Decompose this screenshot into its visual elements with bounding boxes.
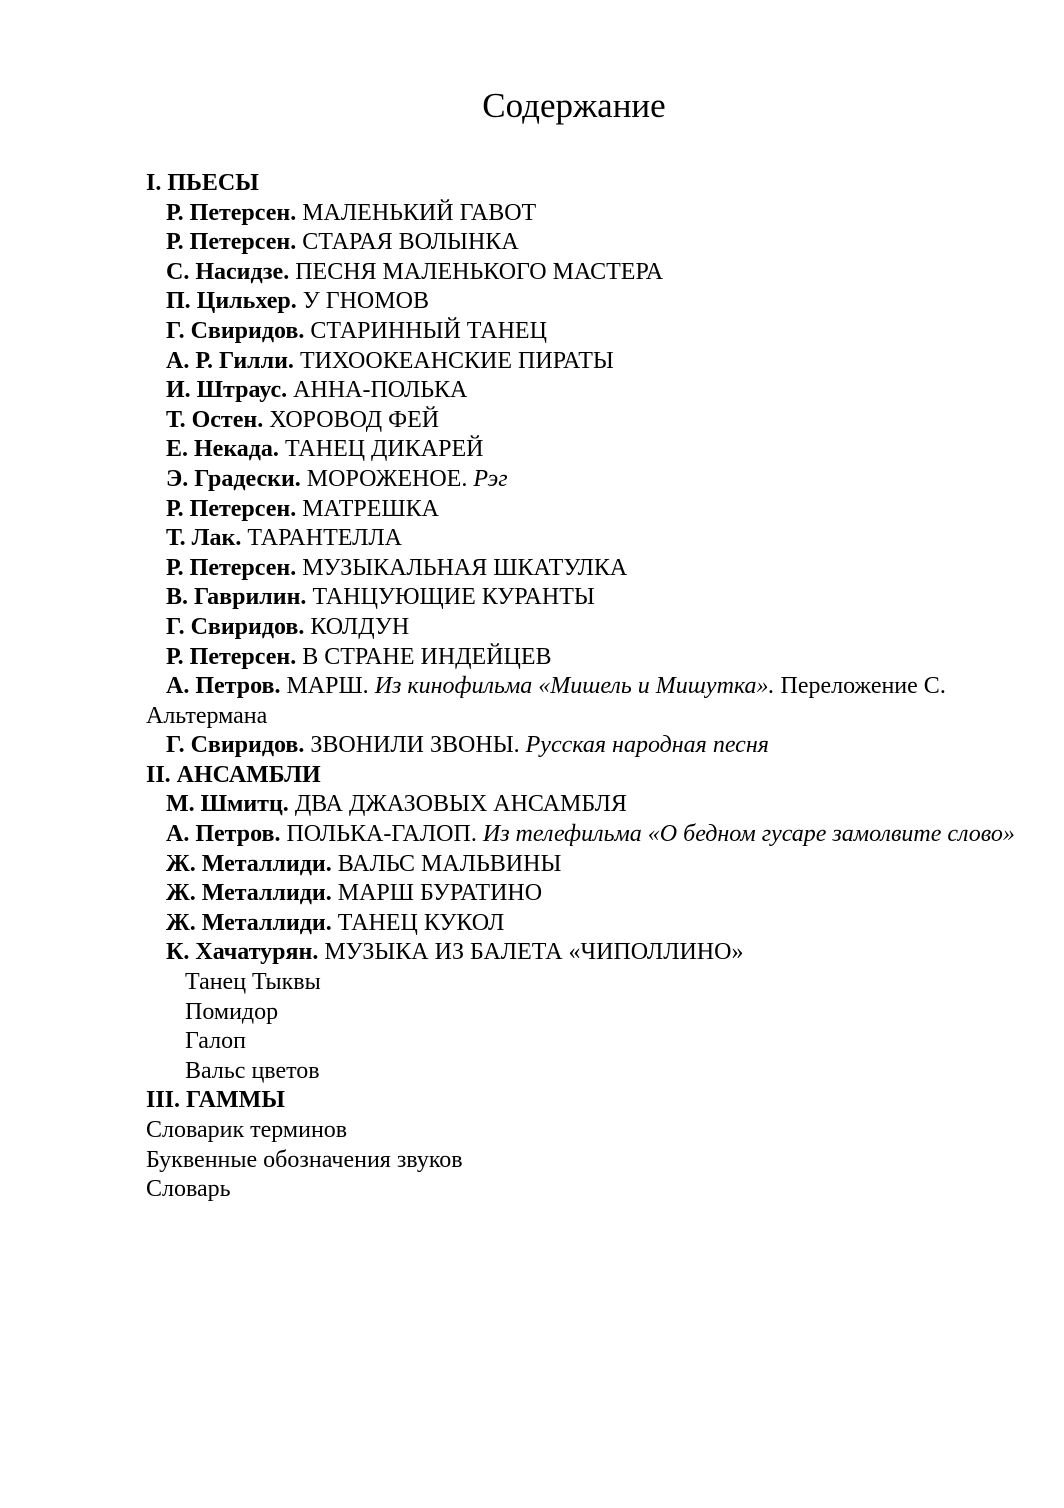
composer-name: Р. Петерсен.: [166, 229, 297, 256]
work-title: МУЗЫКА ИЗ БАЛЕТА «ЧИПОЛЛИНО»: [324, 939, 744, 966]
composer-name: Ж. Металлиди.: [166, 909, 332, 936]
work-title: ЗВОНИЛИ ЗВОНЫ.: [310, 732, 520, 759]
toc-entry: [146, 879, 1026, 909]
work-title: ПЕСНЯ МАЛЕНЬКОГО МАСТЕРА: [295, 258, 664, 285]
composer-name: С. Насидзе.: [166, 258, 290, 285]
appendix-item: Буквенные обозначения звуков: [146, 1146, 463, 1173]
toc-entry: [146, 850, 1026, 880]
composer-name: Т. Лак.: [166, 525, 242, 552]
composer-name: Г. Свиридов.: [166, 732, 305, 759]
toc-entry: [146, 790, 1026, 820]
work-title: ХОРОВОД ФЕЙ: [269, 406, 440, 433]
section-heading-pieces: I. ПЬЕСЫ: [146, 170, 259, 196]
work-title: СТАРИННЫЙ ТАНЕЦ: [310, 317, 547, 344]
toc-entry: [146, 258, 1026, 288]
composer-name: И. Штраус.: [166, 377, 288, 404]
toc-entry: [146, 820, 1026, 850]
work-title: МАТРЕШКА: [302, 495, 439, 522]
work-title: ТАРАНТЕЛЛА: [247, 525, 402, 552]
composer-name: Р. Петерсен.: [166, 554, 297, 581]
work-title: ДВА ДЖАЗОВЫХ АНСАМБЛЯ: [294, 791, 627, 818]
appendix-item: Словарик терминов: [146, 1117, 348, 1143]
work-note: Из кинофильма «Мишель и Мишутка».: [374, 673, 775, 700]
work-title: ПОЛЬКА-ГАЛОП.: [286, 821, 477, 848]
work-title: КОЛДУН: [310, 613, 410, 640]
composer-name: А. Петров.: [166, 821, 281, 848]
composer-name: Е. Некада.: [166, 436, 279, 463]
page-title: Содержание: [482, 86, 666, 125]
work-note: Рэг: [473, 465, 508, 492]
work-title: ТАНЕЦ КУКОЛ: [337, 909, 505, 936]
composer-name: Э. Градески.: [166, 465, 301, 492]
toc-entry: [146, 672, 1026, 731]
work-title: МУЗЫКАЛЬНАЯ ШКАТУЛКА: [302, 554, 628, 581]
section-heading-ensembles: II. АНСАМБЛИ: [146, 761, 321, 788]
composer-name: К. Хачатурян.: [166, 939, 319, 966]
toc-subitem: Галоп: [185, 1028, 246, 1055]
toc-entry: [146, 731, 1026, 761]
composer-name: Г. Свиридов.: [166, 613, 305, 640]
work-note: Русская народная песня: [525, 732, 769, 759]
work-title: СТАРАЯ ВОЛЫНКА: [302, 229, 519, 256]
toc-entry: [146, 643, 1026, 673]
work-note: Из телефильма «О бедном гусаре замолвите слово»: [482, 821, 1015, 848]
toc-entry: [146, 524, 1026, 554]
toc-entry: [146, 613, 1026, 643]
toc-entry: [146, 495, 1026, 525]
work-title: ТАНЦУЮЩИЕ КУРАНТЫ: [312, 584, 595, 611]
toc-entry: [146, 938, 1026, 968]
toc-subitem: Вальс цветов: [185, 1057, 320, 1084]
composer-name: Р. Петерсен.: [166, 199, 297, 226]
work-extra: Переложение С. Альтермана: [146, 673, 946, 729]
toc-entry: [146, 317, 1026, 347]
toc-entry: [146, 376, 1026, 406]
toc-entry: [146, 435, 1026, 465]
toc-entry: [146, 199, 1026, 229]
toc-entry: [146, 909, 1026, 939]
composer-name: А. Петров.: [166, 673, 281, 700]
work-title: ТАНЕЦ ДИКАРЕЙ: [284, 436, 484, 463]
work-title: АННА-ПОЛЬКА: [293, 377, 468, 404]
composer-name: Т. Остен.: [166, 406, 264, 433]
composer-name: Г. Свиридов.: [166, 317, 305, 344]
toc-subitem: Помидор: [185, 998, 279, 1025]
toc-entry: [146, 583, 1026, 613]
work-title: МАРШ БУРАТИНО: [337, 880, 543, 907]
composer-name: А. Р. Гилли.: [166, 347, 294, 374]
composer-name: Р. Петерсен.: [166, 495, 297, 522]
toc-entry: [146, 554, 1026, 584]
toc-entry: [146, 465, 1026, 495]
table-of-contents: [146, 169, 1026, 1205]
toc-entry: [146, 287, 1026, 317]
toc-entry: [146, 347, 1026, 377]
appendix-item: Словарь: [146, 1176, 231, 1203]
toc-subitem: Танец Тыквы: [185, 969, 321, 996]
composer-name: П. Цильхер.: [166, 288, 297, 315]
composer-name: М. Шмитц.: [166, 791, 289, 818]
composer-name: В. Гаврилин.: [166, 584, 307, 611]
section-heading-scales: III. ГАММЫ: [146, 1087, 285, 1114]
work-title: МАЛЕНЬКИЙ ГАВОТ: [302, 199, 537, 226]
toc-entry: [146, 406, 1026, 436]
composer-name: Р. Петерсен.: [166, 643, 297, 670]
toc-entry: [146, 228, 1026, 258]
work-title: В СТРАНЕ ИНДЕЙЦЕВ: [302, 643, 552, 670]
composer-name: Ж. Металлиди.: [166, 880, 332, 907]
work-title: ВАЛЬС МАЛЬВИНЫ: [337, 850, 562, 877]
work-title: ТИХООКЕАНСКИЕ ПИРАТЫ: [299, 347, 614, 374]
work-title: У ГНОМОВ: [302, 288, 429, 315]
composer-name: Ж. Металлиди.: [166, 850, 332, 877]
work-title: МОРОЖЕНОЕ.: [306, 465, 468, 492]
work-title: МАРШ.: [286, 673, 369, 700]
